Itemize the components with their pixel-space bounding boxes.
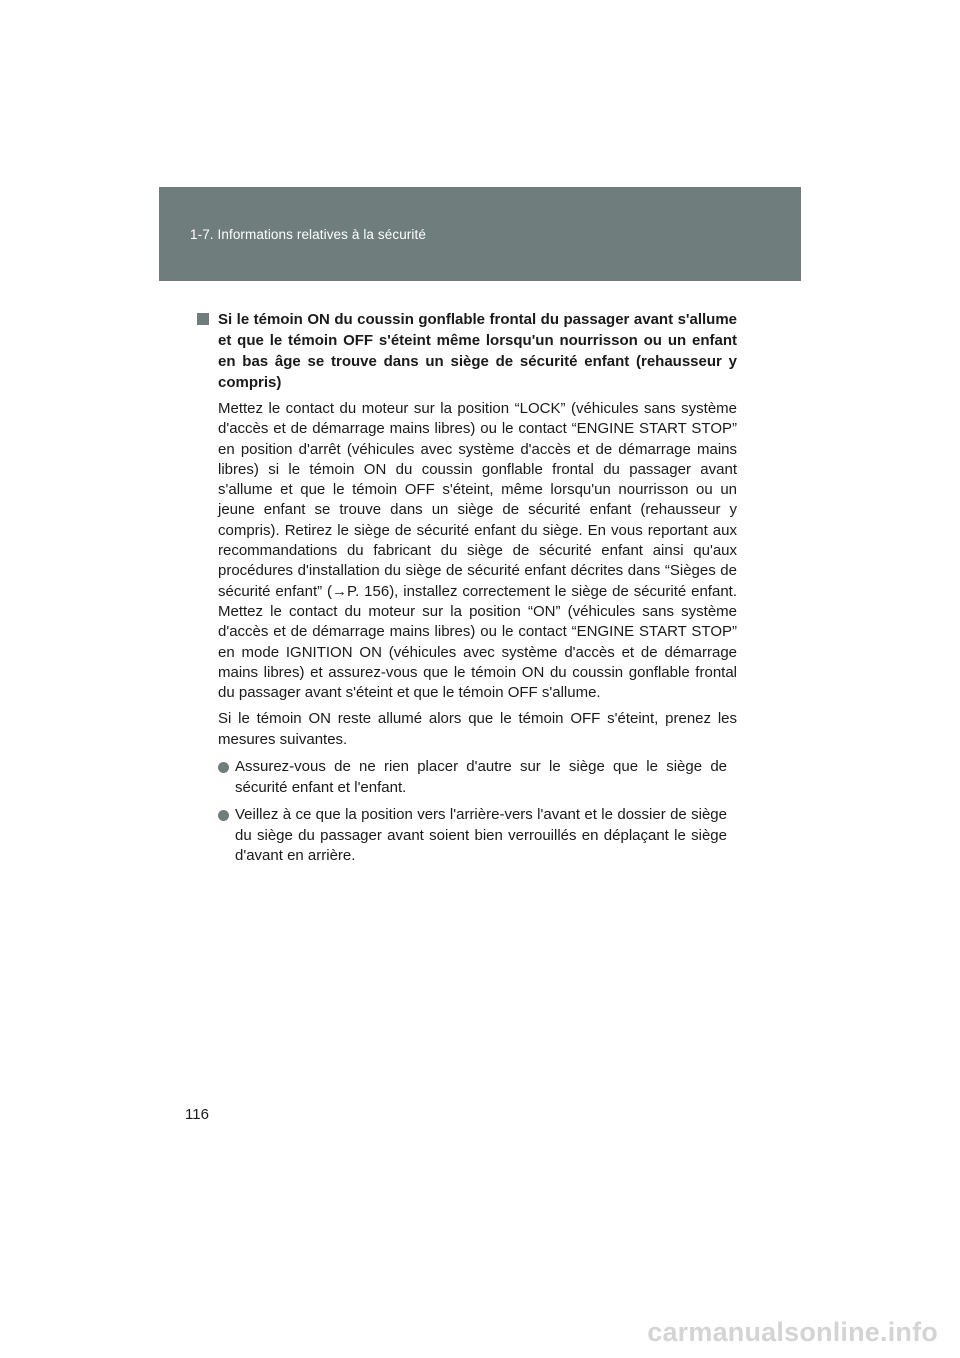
subheading xyxy=(196,309,737,393)
list-item xyxy=(218,805,727,867)
page-number: 116 xyxy=(185,1106,209,1123)
subheading-text: Si le témoin ON du coussin gonflable frontal du passager avant s'allume et que le témoin OFF s'éteint même lorsqu'un nourrisson ou un enfant en bas âge se trouve dans un siège de sécurité enfant (rehausseur y compris) xyxy=(218,311,737,391)
followup-paragraph: Si le témoin ON reste allumé alors que le témoin OFF s'éteint, prenez les mesures suivantes. xyxy=(218,710,737,748)
square-icon xyxy=(197,313,209,325)
watermark: carmanualsonline.info xyxy=(647,1317,938,1347)
section-header-band xyxy=(159,187,801,281)
page-content xyxy=(196,309,737,867)
circle-bullet-icon xyxy=(218,810,229,821)
list-item-text: Veillez à ce que la position vers l'arrière-vers l'avant et le dossier de siège du siège du passager avant soient bien verrouillés en déplaçant le siège d'avant en arrière. xyxy=(235,806,727,865)
list-item xyxy=(218,757,727,798)
list-item-text: Assurez-vous de ne rien placer d'autre sur le siège que le siège de sécurité enfant et l'enfant. xyxy=(235,758,727,796)
instruction-paragraph: Mettez le contact du moteur sur la position “LOCK” (véhicules sans système d'accès et de démarrage mains libres) ou le contact “ENGINE START STOP” en position d'arrêt (véhicules avec système d'accès et de démarrage mains libres) si le témoin ON du coussin gonflable frontal du passager avant s'allume et que le témoin OFF s'éteint, même lorsqu'un nourrisson ou un jeune enfant se trouve dans un siège de sécurité enfant (rehausseur y compris). Retirez le siège de sécurité enfant du siège. En vous reportant aux recommandations du fabricant du siège de sécurité enfant ainsi qu'aux procédures d'installation du siège de sécurité enfant décrites dans “Sièges de sécurité enfant” (→P. 156), installez correctement le siège de sécurité enfant. Mettez le contact du moteur sur la position “ON” (véhicules sans système d'accès et de démarrage mains libres) ou le contact “ENGINE START STOP” en mode IGNITION ON (véhicules avec système d'accès et de démarrage mains libres) et assurez-vous que le témoin ON du coussin gonflable frontal du passager avant s'éteint et que le témoin OFF s'allume. xyxy=(218,400,737,702)
circle-bullet-icon xyxy=(218,762,229,773)
section-title: 1-7. Informations relatives à la sécurité xyxy=(190,227,426,242)
